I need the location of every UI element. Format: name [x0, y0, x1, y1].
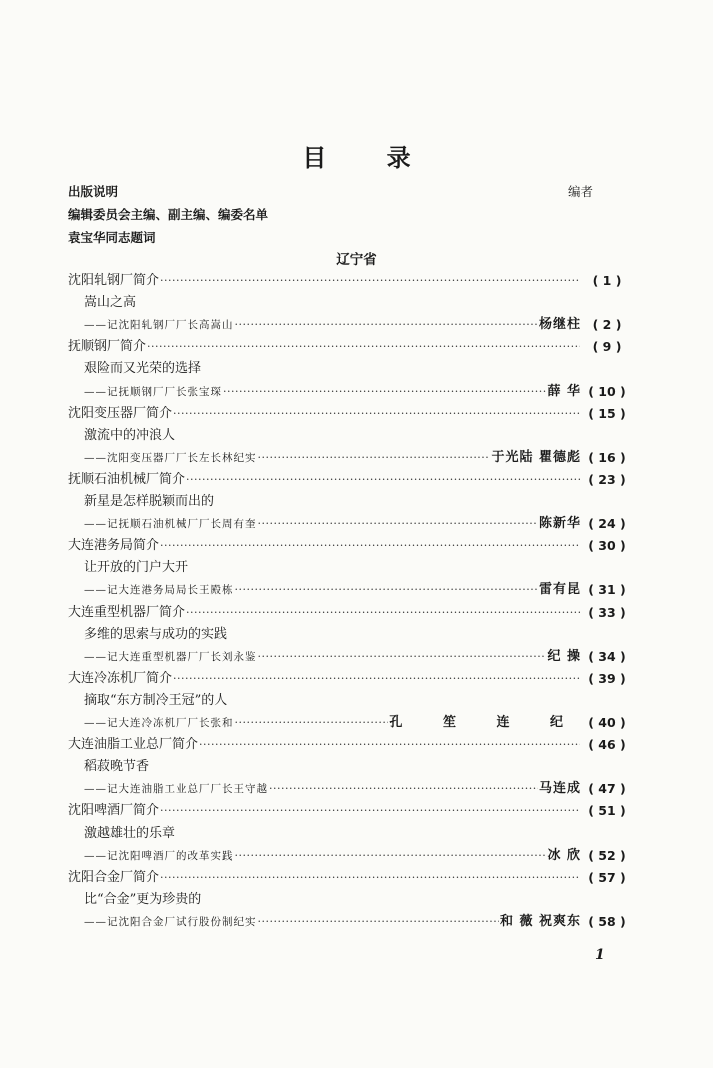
toc-entry-title: 激越雄壮的乐章 — [84, 826, 176, 841]
front-matter-attribution: 编者 — [567, 184, 593, 199]
toc-entry-author: 和 薇 祝爽东 — [499, 914, 581, 929]
toc-entry-title: 大连港务局简介 — [68, 538, 160, 553]
toc-entry-intro — [68, 535, 633, 557]
toc-entry-page: ( 47 ) — [588, 781, 626, 796]
front-matter-label: 编辑委员会主编、副主编、编委名单 — [68, 207, 269, 222]
page-number: 1 — [595, 947, 605, 963]
toc-entry-page: ( 58 ) — [588, 914, 626, 929]
toc-entry-sub — [84, 491, 633, 513]
toc-entry-title: ——记大连重型机器厂厂长刘永鉴 — [84, 651, 257, 663]
toc-entry-title: ——沈阳变压器厂厂长左长林纪实 — [84, 452, 257, 464]
toc-entry-intro — [68, 403, 633, 425]
toc-entry-page: ( 16 ) — [588, 450, 626, 465]
toc-entry-title: 沈阳变压器厂简介 — [68, 406, 173, 421]
toc-entry-author: 于光陆 瞿德彪 — [491, 450, 581, 465]
toc-entry-title: 沈阳轧钢厂简介 — [68, 273, 160, 288]
toc-entry-title: 大连重型机器厂简介 — [68, 605, 186, 620]
front-matter-item — [68, 182, 593, 204]
toc-entry-title: 沈阳合金厂简介 — [68, 870, 160, 885]
toc-entry-page: ( 57 ) — [588, 870, 626, 885]
toc-entry-title: 抚顺石油机械厂简介 — [68, 472, 186, 487]
toc-entry-page: ( 10 ) — [588, 384, 626, 399]
toc-entry-memoir — [84, 712, 633, 734]
toc-entry-intro — [68, 800, 633, 822]
toc-entry-title: 嵩山之高 — [84, 295, 137, 310]
toc-entry-author: 孔 笙 连 纪 — [389, 715, 581, 730]
toc-entry-title: 艰险而又光荣的选择 — [84, 361, 202, 376]
toc-entry-title: ——记沈阳轧钢厂厂长高嵩山 — [84, 319, 234, 331]
leader-dots — [173, 403, 580, 425]
front-matter-item — [68, 228, 593, 250]
toc-entry-intro — [68, 734, 633, 756]
toc-entry-sub — [84, 823, 633, 845]
leader-dots — [160, 800, 580, 822]
toc-entry-author: 冰 欣 — [547, 848, 581, 863]
toc-entry-sub — [84, 889, 633, 911]
toc-entry-page: ( 34 ) — [588, 649, 626, 664]
toc-entry-intro — [68, 270, 633, 292]
toc-entry-title: ——记大连港务局局长王殿栋 — [84, 584, 234, 596]
toc-entry-memoir — [84, 778, 633, 800]
toc-entry-memoir — [84, 314, 633, 336]
toc-entry-intro — [68, 668, 633, 690]
leader-dots — [258, 513, 538, 535]
leader-dots — [235, 579, 538, 601]
toc-entry-page: ( 40 ) — [588, 715, 626, 730]
toc-entry-page: ( 46 ) — [588, 737, 626, 752]
toc-entry-sub — [84, 690, 633, 712]
leader-dots — [160, 867, 580, 889]
toc-entry-author: 雷有昆 — [538, 582, 581, 597]
leader-dots — [235, 845, 547, 867]
page-title: 目 录 — [302, 144, 437, 172]
leader-dots — [160, 270, 580, 292]
leader-dots — [160, 535, 580, 557]
toc-entry-sub — [84, 358, 633, 380]
toc-entry-title: 抚顺钢厂简介 — [68, 339, 147, 354]
toc-entry-page: ( 30 ) — [588, 538, 626, 553]
toc-entry-intro — [68, 336, 633, 358]
toc-entry-title: 稻菽晚节香 — [84, 759, 150, 774]
front-matter-label: 出版说明 — [68, 184, 119, 199]
toc-entry-title: ——记抚顺钢厂厂长张宝琛 — [84, 386, 222, 398]
toc-entry-author: 薛 华 — [547, 384, 581, 399]
toc-entry-intro — [68, 867, 633, 889]
toc-entry-page: ( 39 ) — [588, 671, 626, 686]
toc-entry-page: ( 2 ) — [592, 317, 622, 332]
toc-entry-sub — [84, 292, 633, 314]
toc-entry-title: 摘取“东方制冷王冠”的人 — [84, 693, 228, 708]
toc-entry-memoir — [84, 447, 633, 469]
toc-entry-author: 杨继柱 — [538, 317, 581, 332]
leader-dots — [258, 911, 499, 933]
toc-entry-page: ( 1 ) — [592, 273, 622, 288]
front-matter-item — [68, 205, 593, 227]
leader-dots — [269, 778, 538, 800]
toc-entry-page: ( 15 ) — [588, 406, 626, 421]
leader-dots — [258, 646, 547, 668]
leader-dots — [199, 734, 580, 756]
section-heading: 辽宁省 — [336, 252, 377, 268]
toc-entry-intro — [68, 602, 633, 624]
toc-entry-page: ( 9 ) — [592, 339, 622, 354]
leader-dots — [235, 314, 538, 336]
leader-dots — [223, 381, 546, 403]
toc-entry-title: ——记抚顺石油机械厂厂长周有奎 — [84, 518, 257, 530]
leader-dots — [186, 602, 580, 624]
toc-entry-memoir — [84, 845, 633, 867]
toc-entry-title: 大连油脂工业总厂简介 — [68, 737, 199, 752]
toc-entry-memoir — [84, 513, 633, 535]
toc-entry-title: ——记大连油脂工业总厂厂长王守越 — [84, 783, 268, 795]
toc-entry-title: 比“合金”更为珍贵的 — [84, 892, 202, 907]
toc-entry-page: ( 51 ) — [588, 803, 626, 818]
toc-entry-title: 沈阳啤酒厂简介 — [68, 803, 160, 818]
toc-entry-title: 激流中的冲浪人 — [84, 428, 176, 443]
leader-dots — [147, 336, 580, 358]
leader-dots — [186, 469, 580, 491]
toc-entry-page: ( 31 ) — [588, 582, 626, 597]
toc-entry-intro — [68, 469, 633, 491]
toc-entry-memoir — [84, 381, 633, 403]
leader-dots — [258, 447, 491, 469]
toc-entry-page: ( 24 ) — [588, 516, 626, 531]
toc-entry-title: ——记沈阳合金厂试行股份制纪实 — [84, 916, 257, 928]
toc-entry-title: 多维的思索与成功的实践 — [84, 627, 228, 642]
toc-entry-title: 新星是怎样脱颖而出的 — [84, 494, 215, 509]
toc-entry-memoir — [84, 646, 633, 668]
leader-dots — [235, 712, 389, 734]
toc-entry-sub — [84, 756, 633, 778]
toc-entry-title: 让开放的门户大开 — [84, 560, 189, 575]
toc-entry-memoir — [84, 579, 633, 601]
toc-entry-page: ( 33 ) — [588, 605, 626, 620]
toc-entry-sub — [84, 425, 633, 447]
toc-entry-author: 马连成 — [538, 781, 581, 796]
leader-dots — [173, 668, 580, 690]
toc-entry-title: ——记大连冷冻机厂厂长张和 — [84, 717, 234, 729]
toc-entry-sub — [84, 557, 633, 579]
toc-entry-title: ——记沈阳啤酒厂的改革实践 — [84, 850, 234, 862]
toc-entry-title: 大连冷冻机厂简介 — [68, 671, 173, 686]
toc-entry-author: 纪 操 — [547, 649, 581, 664]
toc-entry-page: ( 52 ) — [588, 848, 626, 863]
toc-entry-memoir — [84, 911, 633, 933]
toc-entry-page: ( 23 ) — [588, 472, 626, 487]
front-matter-label: 袁宝华同志题词 — [68, 230, 156, 245]
toc-entry-sub — [84, 624, 633, 646]
toc-entry-author: 陈新华 — [538, 516, 581, 531]
